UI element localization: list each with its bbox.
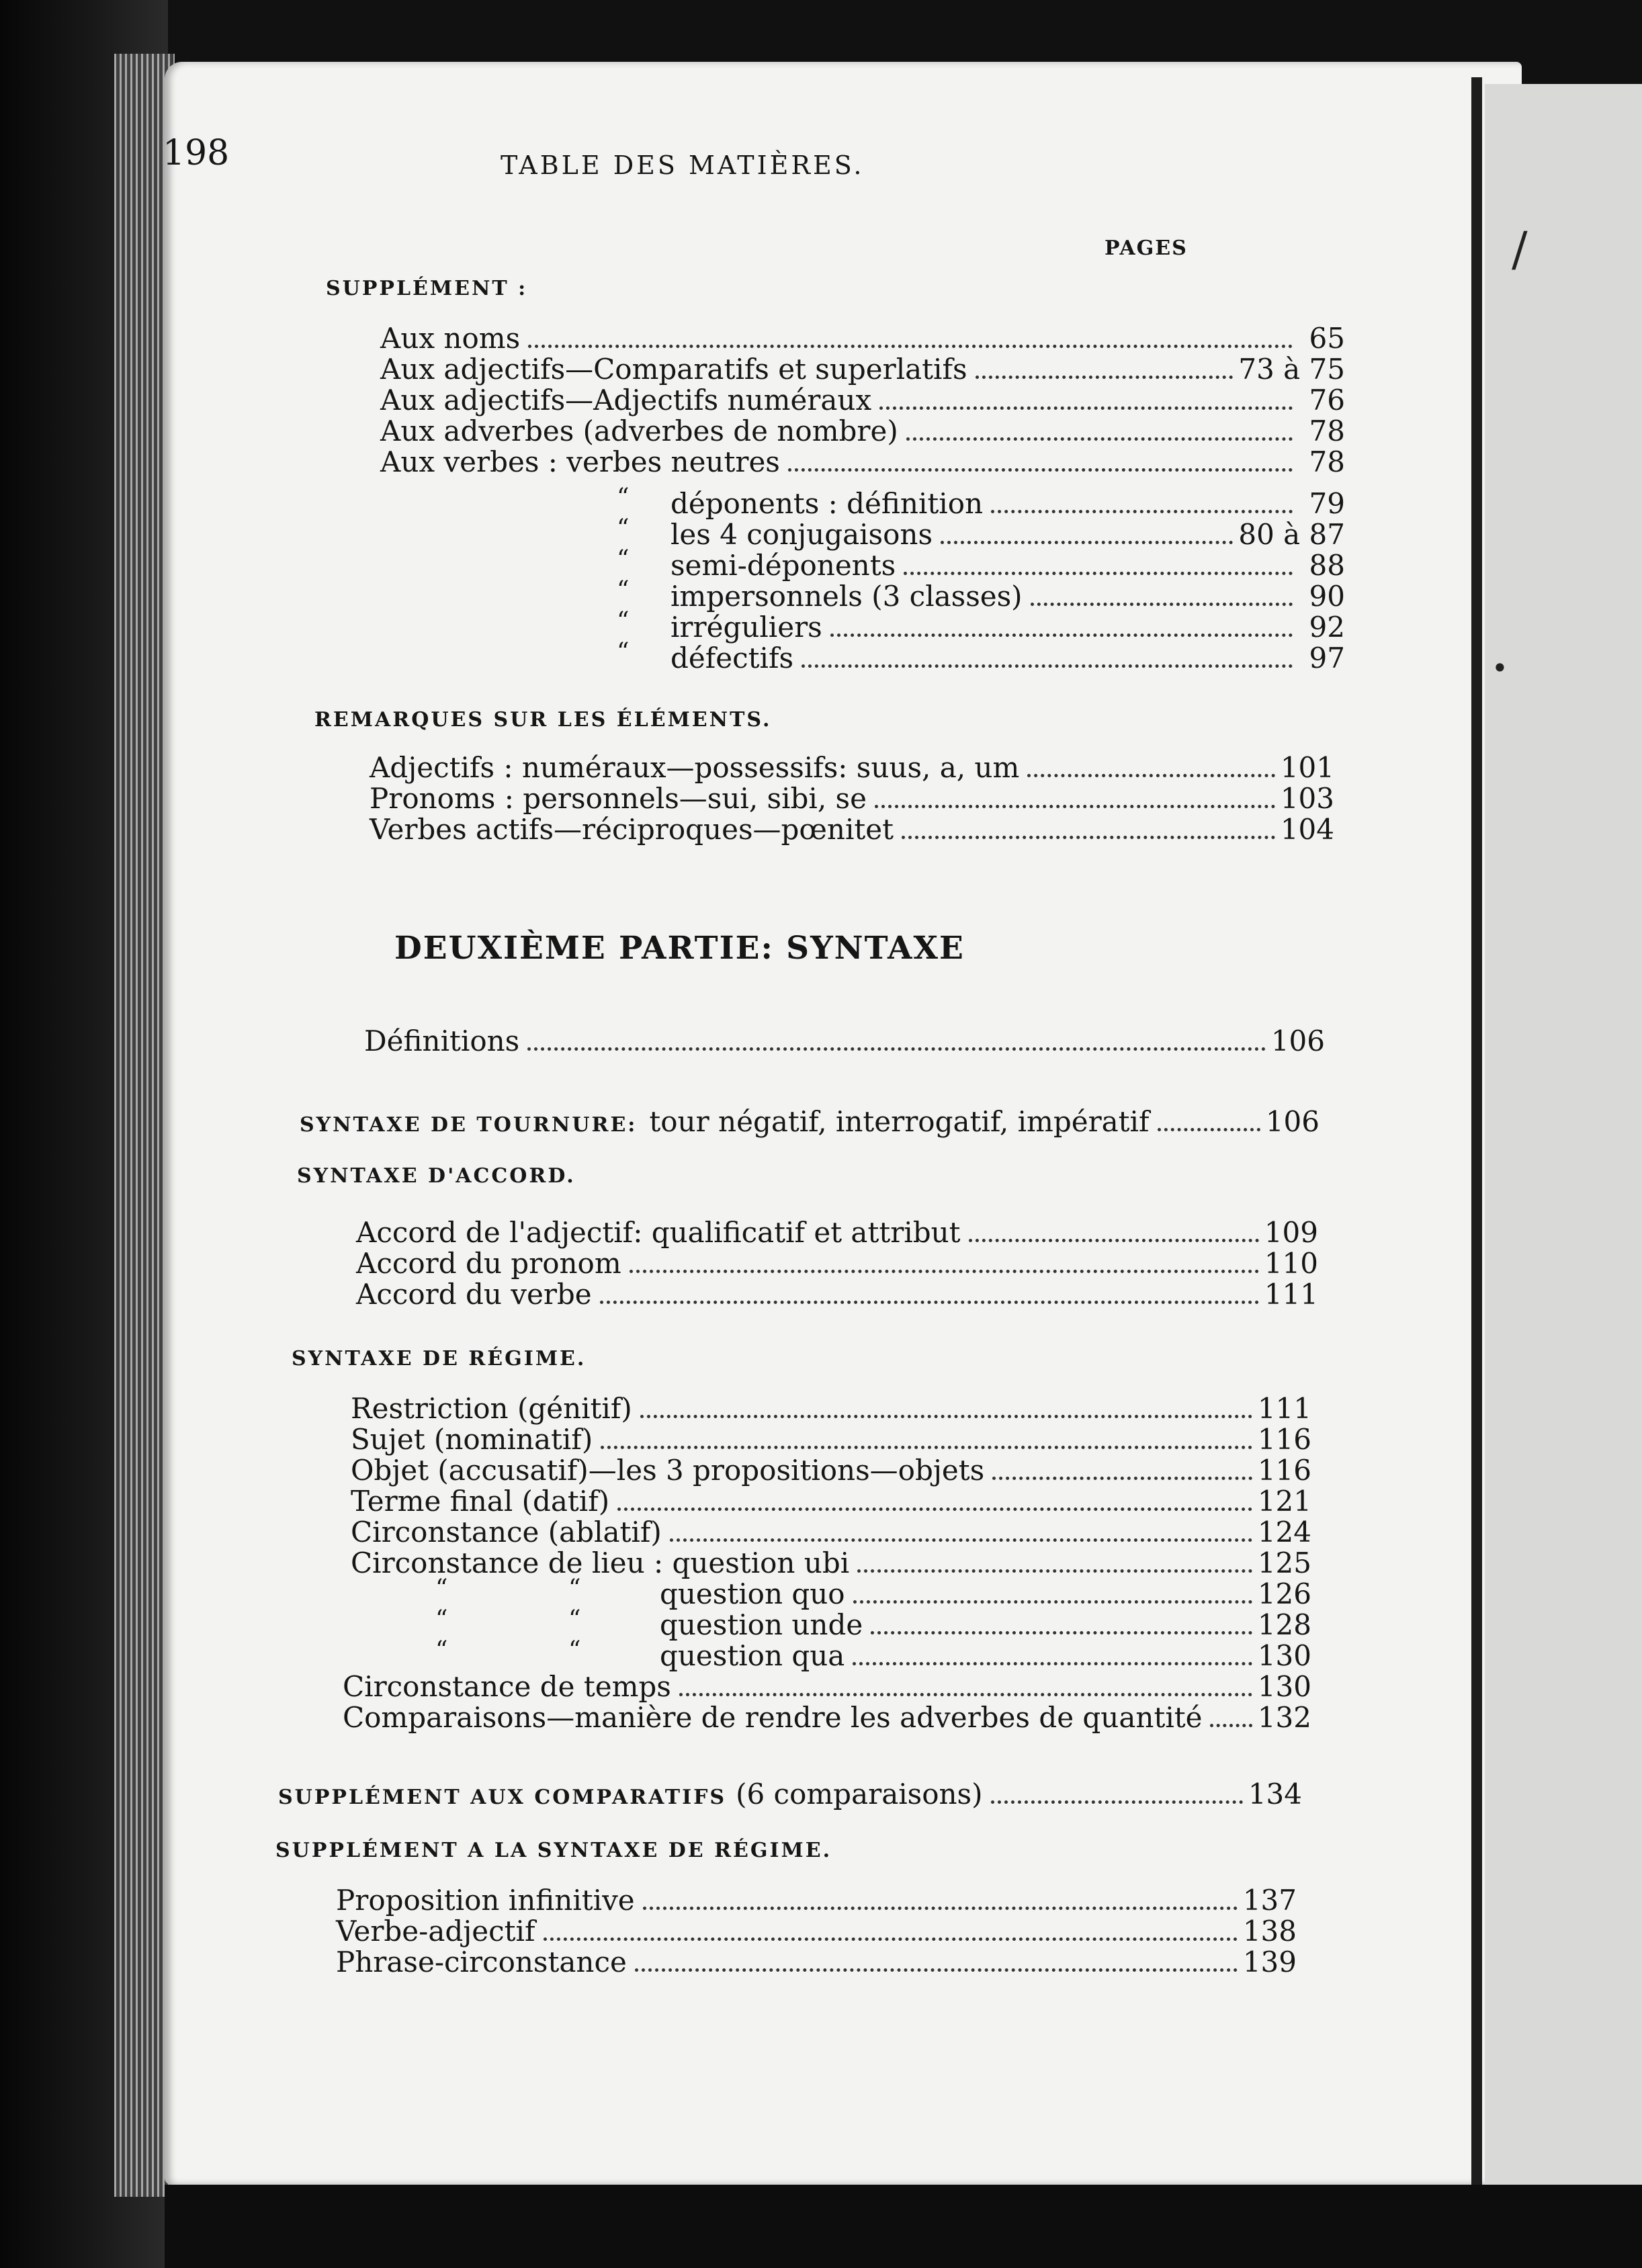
page-number: 198 xyxy=(163,133,230,173)
toc-entry-text: tour négatif, interrogatif, impératif xyxy=(649,1105,1150,1138)
toc-page-number: 111 xyxy=(1257,1392,1311,1425)
toc-page-number: 130 xyxy=(1257,1639,1311,1672)
toc-entry-text: Terme final (datif) xyxy=(351,1485,610,1518)
section-label-regime: SYNTAXE DE RÉGIME. xyxy=(292,1347,587,1370)
dot-leader xyxy=(640,1415,1252,1418)
toc-page-number: 73 à 75 xyxy=(1238,353,1345,386)
toc-page-number: 97 xyxy=(1309,642,1345,674)
dot-leader xyxy=(871,1631,1252,1634)
toc-page-number: 106 xyxy=(1270,1024,1325,1057)
toc-page-number: 121 xyxy=(1257,1485,1311,1518)
toc-entry-text: Phrase-circonstance xyxy=(336,1946,627,1978)
toc-page-number: 132 xyxy=(1257,1701,1311,1734)
toc-entry-text: Objet (accusatif)—les 3 propositions—objets xyxy=(351,1454,985,1487)
toc-entry-text: Circonstance de lieu : question ubi xyxy=(351,1546,850,1579)
toc-entry-text: question quo xyxy=(660,1577,845,1610)
dot-leader xyxy=(969,1239,1259,1242)
toc-entry xyxy=(370,782,1334,815)
dot-leader xyxy=(802,664,1293,668)
toc-entry-text: (6 comparaisons) xyxy=(736,1778,983,1811)
dot-leader xyxy=(1158,1128,1260,1131)
ditto-mark: “ xyxy=(617,515,630,542)
toc-entry xyxy=(351,1392,1311,1425)
book-spine xyxy=(1471,77,1482,2187)
toc-entry xyxy=(351,1456,1311,1485)
toc-entry xyxy=(336,1917,1297,1946)
toc-entry-text: déponents : définition xyxy=(671,487,984,520)
toc-page-number: 109 xyxy=(1264,1216,1318,1249)
toc-entry-text: les 4 conjugaisons xyxy=(671,518,933,551)
toc-entry-text: Aux adverbes (adverbes de nombre) xyxy=(380,415,898,447)
toc-entry xyxy=(671,613,1345,642)
toc-entry-text: Verbe-adjectif xyxy=(336,1915,535,1948)
toc-entry-text: Aux verbes : verbes neutres xyxy=(380,445,780,478)
toc-page-number: 137 xyxy=(1242,1884,1297,1917)
dot-leader xyxy=(630,1270,1259,1273)
toc-page-number: 106 xyxy=(1265,1105,1320,1138)
toc-entry-text: Aux adjectifs—Adjectifs numéraux xyxy=(380,384,872,417)
toc-page-number: 124 xyxy=(1257,1516,1311,1549)
section-label-supplement-regime: SUPPLÉMENT A LA SYNTAXE DE RÉGIME. xyxy=(275,1839,832,1862)
facing-page-edge xyxy=(1485,84,1642,2193)
ditto-mark: “ xyxy=(435,1606,448,1633)
dot-leader xyxy=(976,376,1234,379)
toc-entry-text: Sujet (nominatif) xyxy=(351,1423,593,1456)
ditto-mark: “ xyxy=(617,576,630,604)
dot-leader xyxy=(544,1937,1238,1941)
dot-leader xyxy=(904,572,1293,575)
scan-mark: • xyxy=(1492,652,1508,685)
ditto-mark: “ xyxy=(568,1637,581,1664)
toc-entry xyxy=(370,813,1334,846)
dot-leader xyxy=(853,1662,1252,1665)
dot-leader xyxy=(857,1569,1252,1573)
dot-leader xyxy=(1027,774,1275,777)
toc-entry-text: Accord du pronom xyxy=(356,1247,621,1280)
ditto-mark: “ xyxy=(617,546,630,573)
toc-page-number: 104 xyxy=(1280,813,1334,846)
toc-entry xyxy=(671,518,1345,551)
toc-entry-text: semi-déponents xyxy=(671,549,896,582)
toc-entry xyxy=(671,644,1345,672)
toc-entry xyxy=(380,324,1345,353)
ditto-mark: “ xyxy=(617,638,630,666)
toc-page-number: 125 xyxy=(1257,1546,1311,1579)
toc-entry-text: impersonnels (3 classes) xyxy=(671,580,1023,613)
toc-entry xyxy=(336,1948,1297,1976)
toc-entry xyxy=(300,1105,1320,1138)
dot-leader xyxy=(679,1693,1252,1696)
toc-entry-text: Circonstance de temps xyxy=(343,1670,671,1703)
dot-leader xyxy=(527,1047,1266,1051)
toc-entry xyxy=(660,1577,1311,1610)
toc-entry xyxy=(356,1247,1318,1280)
toc-entry xyxy=(671,582,1345,611)
toc-page-number: 126 xyxy=(1257,1577,1311,1610)
scan-mark: / xyxy=(1512,222,1528,277)
toc-page-number: 78 xyxy=(1309,445,1345,478)
dot-leader xyxy=(600,1301,1259,1304)
toc-page-number: 92 xyxy=(1309,611,1345,644)
toc-page-number: 79 xyxy=(1309,487,1345,520)
toc-page-number: 128 xyxy=(1257,1608,1311,1641)
running-title: TABLE DES MATIÈRES. xyxy=(501,150,865,180)
toc-page-number: 116 xyxy=(1257,1454,1311,1487)
toc-page-number: 101 xyxy=(1280,751,1334,784)
toc-page-number: 80 à 87 xyxy=(1238,518,1345,551)
toc-entry xyxy=(660,1639,1311,1672)
toc-entry-text: Aux noms xyxy=(380,322,521,355)
toc-entry-text: Définitions xyxy=(364,1024,520,1057)
dot-leader xyxy=(853,1600,1252,1604)
toc-entry-text: Adjectifs : numéraux—possessifs: suus, a, um xyxy=(370,751,1020,784)
toc-entry xyxy=(351,1423,1311,1456)
section-label-accord: SYNTAXE D'ACCORD. xyxy=(297,1164,576,1188)
toc-page-number: 78 xyxy=(1309,415,1345,447)
toc-page-number: 139 xyxy=(1242,1946,1297,1978)
dot-leader xyxy=(601,1446,1252,1449)
toc-entry xyxy=(380,445,1345,478)
ditto-mark: “ xyxy=(568,1606,581,1633)
dot-leader xyxy=(635,1968,1238,1972)
toc-entry xyxy=(671,487,1345,520)
section-label-tournure: SYNTAXE DE TOURNURE: xyxy=(300,1113,638,1137)
section-label-supplement: SUPPLÉMENT : xyxy=(326,277,528,300)
dot-leader xyxy=(643,1907,1238,1910)
dot-leader xyxy=(941,541,1233,544)
toc-page-number: 65 xyxy=(1309,322,1345,355)
toc-entry-text: Comparaisons—manière de rendre les adverbes de quantité xyxy=(343,1701,1203,1734)
dot-leader xyxy=(788,468,1293,472)
toc-page-number: 90 xyxy=(1309,580,1345,613)
toc-entry xyxy=(380,417,1345,445)
part-title: DEUXIÈME PARTIE: SYNTAXE xyxy=(394,930,965,967)
toc-entry xyxy=(343,1670,1311,1703)
toc-entry-text: Pronoms : personnels—sui, sibi, se xyxy=(370,782,867,815)
toc-entry xyxy=(336,1886,1297,1915)
toc-entry-text: Circonstance (ablatif) xyxy=(351,1516,662,1549)
section-label-remarques: REMARQUES SUR LES ÉLÉMENTS. xyxy=(314,708,772,732)
dot-leader xyxy=(1210,1724,1252,1727)
toc-page-number: 110 xyxy=(1264,1247,1318,1280)
toc-page-number: 103 xyxy=(1280,782,1334,815)
dot-leader xyxy=(1031,603,1293,606)
toc-entry-text: Verbes actifs—réciproques—pœnitet xyxy=(370,813,894,846)
toc-entry xyxy=(380,386,1345,415)
toc-page-number: 88 xyxy=(1309,549,1345,582)
toc-entry xyxy=(364,1024,1325,1057)
toc-entry xyxy=(356,1216,1318,1249)
dot-leader xyxy=(879,406,1293,410)
dot-leader xyxy=(991,1800,1243,1804)
ditto-mark: “ xyxy=(435,1637,448,1664)
toc-entry-text: question qua xyxy=(660,1639,845,1672)
toc-entry xyxy=(660,1608,1311,1641)
ditto-mark: “ xyxy=(568,1575,581,1602)
toc-entry xyxy=(380,355,1345,384)
toc-page-number: 134 xyxy=(1248,1778,1302,1811)
toc-entry-text: défectifs xyxy=(671,642,794,674)
scan-bottom-border xyxy=(165,2185,1642,2268)
toc-page-number: 138 xyxy=(1242,1915,1297,1948)
dot-leader xyxy=(617,1508,1252,1511)
dot-leader xyxy=(991,510,1293,513)
toc-entry xyxy=(351,1546,1311,1579)
toc-entry xyxy=(356,1280,1318,1309)
toc-page-number: 111 xyxy=(1264,1278,1318,1311)
toc-page-number: 76 xyxy=(1309,384,1345,417)
section-label-supplement-comparatifs: SUPPLÉMENT AUX COMPARATIFS xyxy=(278,1786,727,1809)
toc-entry-text: question unde xyxy=(660,1608,863,1641)
ditto-mark: “ xyxy=(435,1575,448,1602)
toc-entry-text: irréguliers xyxy=(671,611,822,644)
toc-entry xyxy=(370,751,1334,784)
dot-leader xyxy=(670,1538,1252,1542)
dot-leader xyxy=(528,345,1293,348)
toc-entry-text: Aux adjectifs—Comparatifs et superlatifs xyxy=(380,353,967,386)
dot-leader xyxy=(906,437,1293,441)
toc-entry xyxy=(278,1778,1302,1811)
toc-entry-text: Restriction (génitif) xyxy=(351,1392,632,1425)
toc-entry xyxy=(351,1516,1311,1549)
dot-leader xyxy=(902,836,1275,839)
toc-entry xyxy=(671,549,1345,582)
toc-entry xyxy=(351,1487,1311,1516)
dot-leader xyxy=(830,634,1293,637)
toc-entry-text: Accord du verbe xyxy=(356,1278,592,1311)
toc-entry-text: Proposition infinitive xyxy=(336,1884,635,1917)
dot-leader xyxy=(875,805,1275,808)
ditto-mark: “ xyxy=(617,484,630,511)
toc-entry-text: Accord de l'adjectif: qualificatif et attribut xyxy=(356,1216,961,1249)
toc-entry xyxy=(343,1701,1311,1734)
pages-column-label: PAGES xyxy=(1105,236,1188,260)
ditto-mark: “ xyxy=(617,607,630,635)
toc-page-number: 116 xyxy=(1257,1423,1311,1456)
toc-page-number: 130 xyxy=(1257,1670,1311,1703)
dot-leader xyxy=(992,1477,1252,1480)
